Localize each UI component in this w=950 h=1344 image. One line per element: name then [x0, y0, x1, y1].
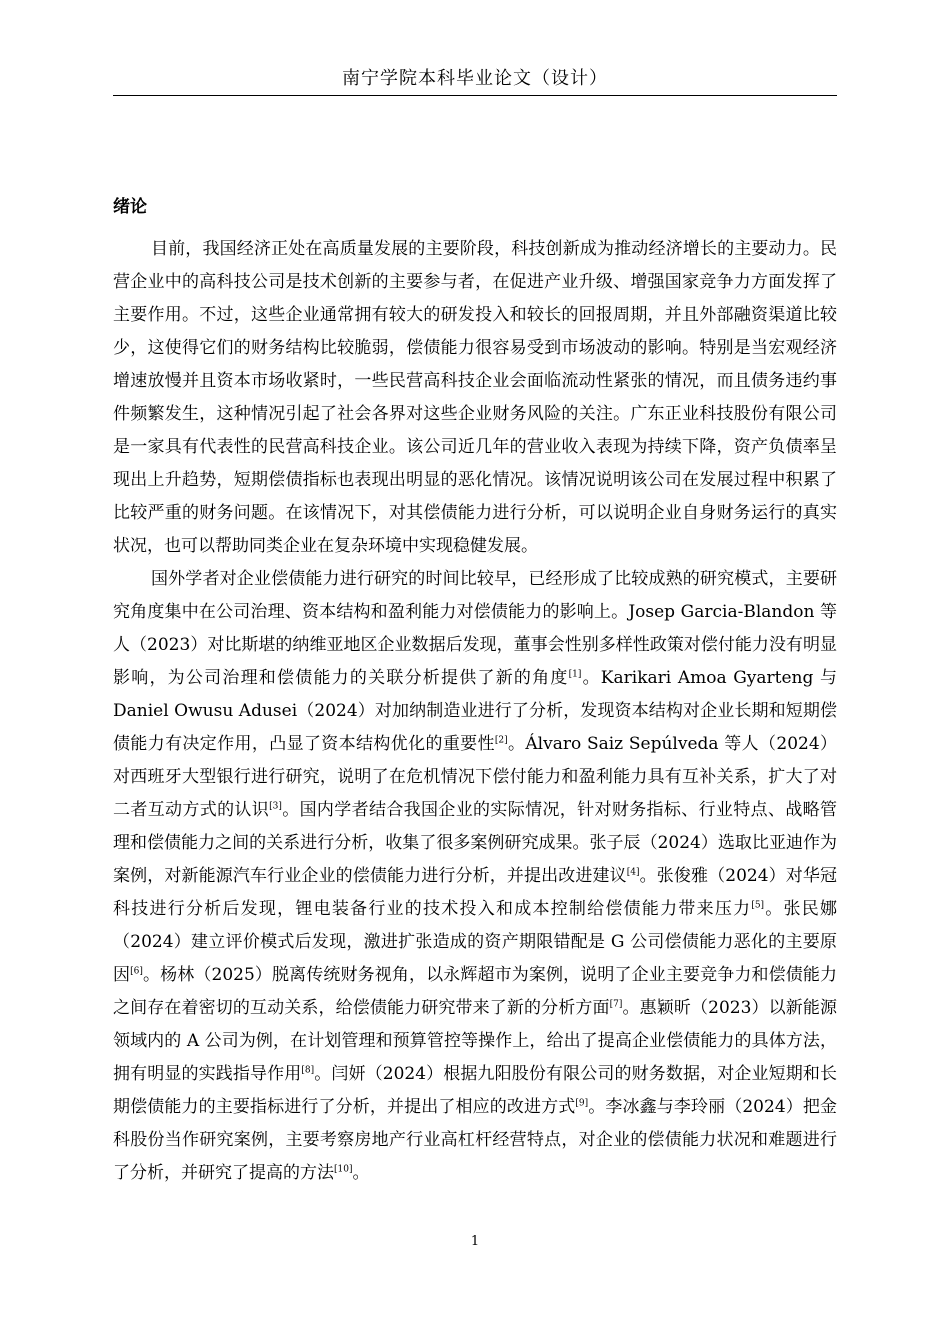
- citation-mark: [7]: [609, 999, 623, 1010]
- text-run: 国外学者对企业偿债能力进行研究的时间比较早，已经形成了比较成熟的研究模式，主要研究角度集中在公司治理、资本结构和盈利能力对偿债能力的影响上。Josep Garcia-Blandon 等人（2023）对比斯堪的纳维亚地区企业数据后发现，董事会性别多样性政策对偿付能力没有明显影响，为公司治理和偿债能力的关联分析提供了新的角度: [113, 569, 837, 688]
- text-run: 。惠颖昕（2023）以新能源领域内的 A 公司为例，在计划管理和预算管控等操作上，给出了提高企业偿债能力的具体方法，拥有明显的实践指导作用: [113, 998, 838, 1084]
- citation-mark: [1]: [568, 669, 582, 680]
- citation-mark: [4]: [626, 867, 640, 878]
- text-run: 目前，我国经济正处在高质量发展的主要阶段，科技创新成为推动经济增长的主要动力。民营企业中的高科技公司是技术创新的主要参与者，在促进产业升级、增强国家竞争力方面发挥了主要作用。不过，这些企业通常拥有较大的研发投入和较长的回报周期，并且外部融资渠道比较少，这使得它们的财务结构比较脆弱，偿债能力很容易受到市场波动的影响。特别是当宏观经济增速放慢并且资本市场收紧时，一些民营高科技企业会面临流动性紧张的情况，而且债务违约事件频繁发生，这种情况引起了社会各界对这些企业财务风险的关注。广东正业科技股份有限公司是一家具有代表性的民营高科技企业。该公司近几年的营业收入表现为持续下降，资产负债率呈现出上升趋势，短期偿债指标也表现出明显的恶化情况。该情况说明该公司在发展过程中积累了比较严重的财务问题。在该情况下，对其偿债能力进行分析，可以说明企业自身财务运行的真实状况，也可以帮助同类企业在复杂环境中实现稳健发展。: [113, 239, 837, 556]
- page-number: 1: [470, 1234, 480, 1249]
- citation-mark: [10]: [334, 1164, 353, 1175]
- text-run: 。李冰鑫与李玲丽（2024）把金科股份当作研究案例，主要考察房地产行业高杠杆经营特点，对企业的偿债能力状况和难题进行了分析，并研究了提高的方法: [113, 1097, 838, 1183]
- running-header: 南宁学院本科毕业论文（设计）: [342, 68, 608, 89]
- paragraph: [113, 233, 837, 563]
- text-run: 。张民娜（2024）建立评价模式后发现，激进扩张造成的资产期限错配是 G 公司偿债能力恶化的主要原因: [113, 899, 838, 985]
- body-text: [113, 233, 837, 1190]
- text-run: 。杨林（2025）脱离传统财务视角，以永辉超市为案例，说明了企业主要竞争力和偿债能力之间存在着密切的互动关系，给偿债能力研究带来了新的分析方面: [113, 965, 837, 1018]
- text-run: 。张俊雅（2024）对华冠科技进行分析后发现，锂电装备行业的技术投入和成本控制给偿债能力带来压力: [113, 866, 838, 919]
- citation-mark: [6]: [130, 966, 143, 977]
- citation-mark: [8]: [301, 1065, 315, 1076]
- citation-mark: [3]: [269, 801, 282, 812]
- header-rule: [113, 95, 837, 96]
- citation-mark: [9]: [575, 1098, 589, 1109]
- text-run: 。Karikari Amoa Gyarteng 与 Daniel Owusu Adusei（2024）对加纳制造业进行了分析，发现资本结构对企业长期和短期偿债能力有决定作用，凸显了资本结构优化的重要性: [113, 668, 838, 754]
- paragraph: [113, 563, 837, 1190]
- citation-mark: [2]: [494, 735, 508, 746]
- text-run: 。Álvaro Saiz Sepúlveda 等人（2024）对西班牙大型银行进行研究，说明了在危机情况下偿付能力和盈利能力具有互补关系，扩大了对二者互动方式的认识: [113, 734, 838, 820]
- section-heading: 绪论: [113, 197, 147, 217]
- text-run: 。闫妍（2024）根据九阳股份有限公司的财务数据，对企业短期和长期偿债能力的主要指标进行了分析，并提出了相应的改进方式: [113, 1064, 838, 1117]
- text-run: 。国内学者结合我国企业的实际情况，针对财务指标、行业特点、战略管理和偿债能力之间的关系进行分析，收集了很多案例研究成果。张子辰（2024）选取比亚迪作为案例，对新能源汽车行业企业的偿债能力进行分析，并提出改进建议: [113, 800, 838, 886]
- citation-mark: [5]: [751, 900, 765, 911]
- text-run: 。: [352, 1163, 370, 1183]
